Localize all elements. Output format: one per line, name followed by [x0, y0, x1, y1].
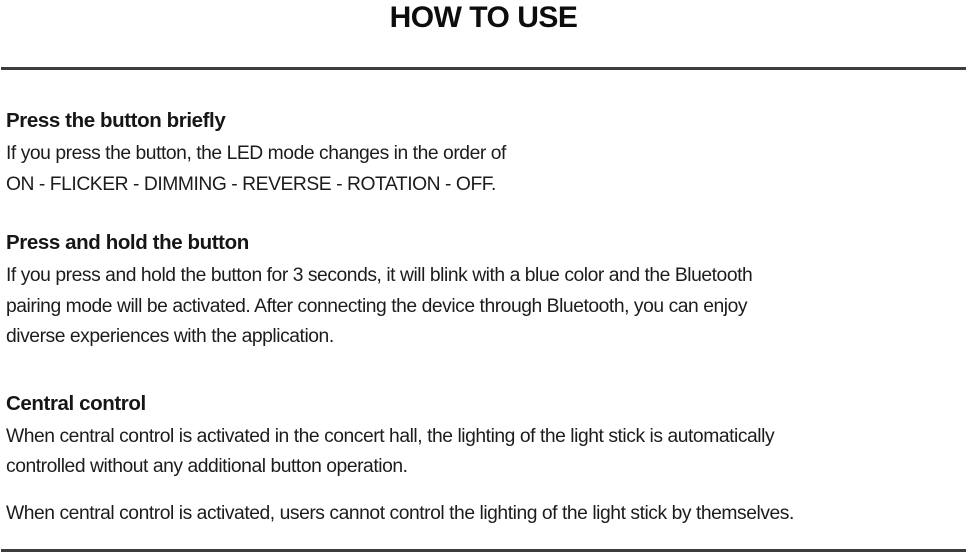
page-title: HOW TO USE	[389, 1, 578, 34]
body-text-line: pairing mode will be activated. After connecting the device through Bluetooth, you can enjoy	[6, 295, 748, 317]
body-text-line: If you press and hold the button for 3 seconds, it will blink with a blue color and the Bluetooth	[6, 265, 753, 286]
body-text-line: When central control is activated in the concert hall, the lighting of the light stick is automatically	[6, 425, 775, 447]
section-paragraph	[6, 139, 963, 200]
body-text-line: diverse experiences with the application.	[6, 326, 334, 347]
section-press-and-hold	[6, 230, 963, 353]
section-paragraph	[6, 261, 963, 353]
section-central-control	[6, 391, 963, 530]
instructions-content	[6, 108, 963, 529]
section-heading: Press the button briefly	[6, 109, 226, 132]
section-heading: Central control	[6, 391, 146, 415]
section-press-briefly	[6, 108, 963, 200]
body-text-line: controlled without any additional button operation.	[6, 456, 408, 477]
section-heading: Press and hold the button	[6, 231, 249, 254]
section-paragraph	[6, 422, 963, 483]
body-text-line: When central control is activated, users cannot control the lighting of the light stick by themselves.	[6, 502, 794, 524]
body-text-line: If you press the button, the LED mode changes in the order of	[6, 143, 506, 164]
body-text-line: ON - FLICKER - DIMMING - REVERSE - ROTATION - OFF.	[6, 173, 496, 195]
top-divider	[1, 67, 966, 70]
bottom-divider	[1, 549, 966, 552]
section-paragraph	[6, 499, 963, 530]
